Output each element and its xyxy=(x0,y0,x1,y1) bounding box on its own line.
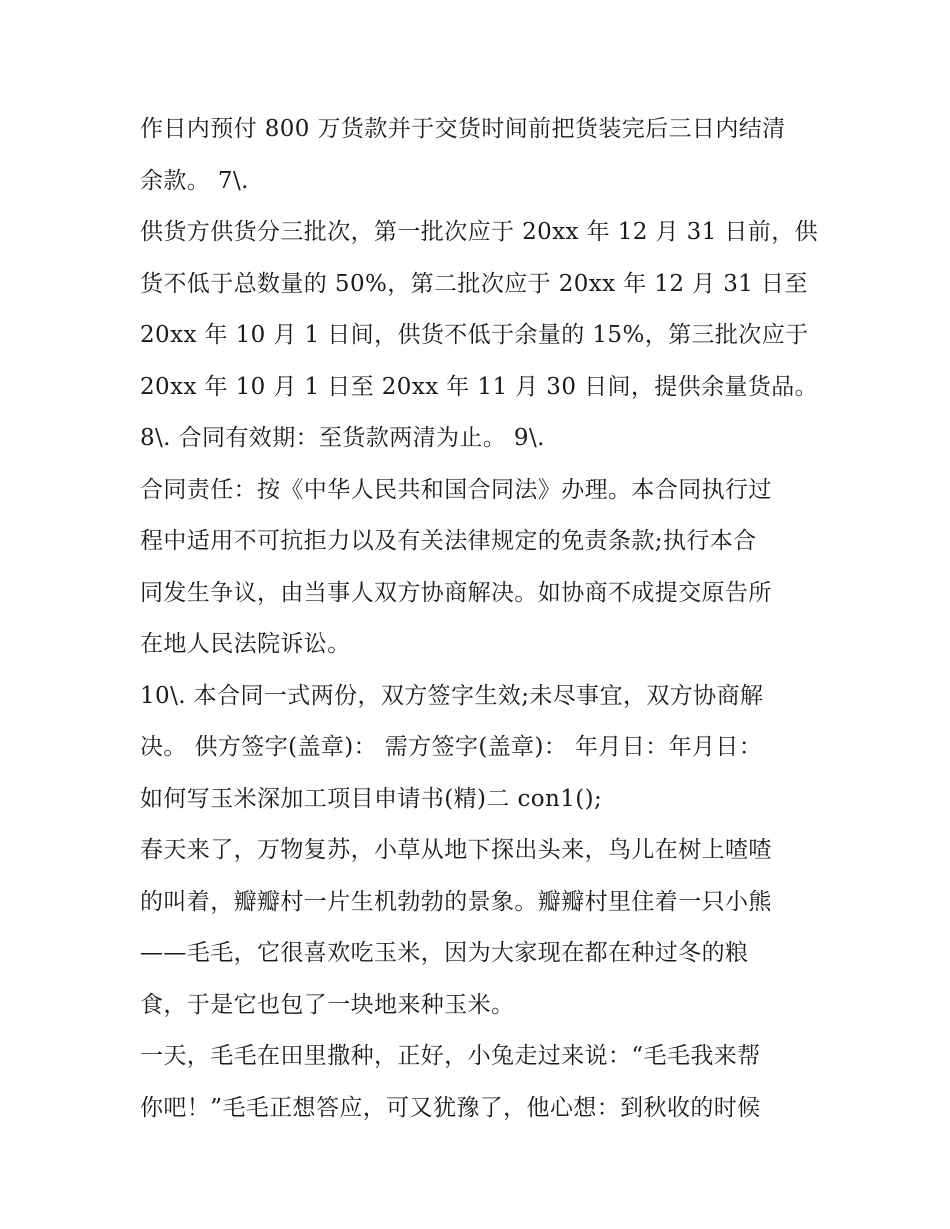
text-line-17: ——毛毛，它很喜欢吃玉米，因为大家现在都在种过冬的粮 xyxy=(140,940,749,966)
text-line-16: 的叫着，瓣瓣村一片生机勃勃的景象。瓣瓣村里住着一只小熊 xyxy=(140,888,772,915)
text-line-11: 在地人民法院诉讼。 xyxy=(140,631,351,657)
text-line-8: 合同责任：按《中华人民共和国合同法》办理。本合同执行过 xyxy=(140,476,772,503)
text-line-13: 决。 供方签字(盖章)： 需方签字(盖章)： 年月日：年月日： xyxy=(140,734,763,760)
text-line-7: 8\. 合同有效期：至货款两清为止。 9\. xyxy=(140,425,545,451)
text-line-18: 食，于是它也包了一块地来种玉米。 xyxy=(140,991,515,1018)
text-line-1: 作日内预付 800 万货款并于交货时间前把货装完后三日内结清 xyxy=(140,116,786,142)
text-line-15: 春天来了，万物复苏，小草从地下探出头来，鸟儿在树上喳喳 xyxy=(140,837,772,863)
text-line-14: 如何写玉米深加工项目申请书(精)二 con1(); xyxy=(140,785,603,812)
text-line-6: 20xx 年 10 月 1 日至 20xx 年 11 月 30 日间，提供余量货品。 xyxy=(140,373,819,400)
text-line-19: 一天，毛毛在田里撒种，正好，小兔走过来说：“毛毛我来帮 xyxy=(140,1043,761,1069)
text-line-3: 供货方供货分三批次，第一批次应于 20xx 年 12 月 31 日前，供 xyxy=(140,219,819,245)
text-line-20: 你吧！”毛毛正想答应，可又犹豫了，他心想：到秋收的时候 xyxy=(140,1094,761,1121)
text-line-10: 同发生争议，由当事人双方协商解决。如协商不成提交原告所 xyxy=(140,579,772,606)
text-line-2: 余款。 7\. xyxy=(140,167,249,194)
text-line-5: 20xx 年 10 月 1 日间，供货不低于余量的 15%，第三批次应于 xyxy=(140,322,809,348)
text-line-9: 程中适用不可抗拒力以及有关法律规定的免责条款;执行本合 xyxy=(140,528,757,554)
text-line-4: 货不低于总数量的 50%，第二批次应于 20xx 年 12 月 31 日至 xyxy=(140,270,808,297)
document-body xyxy=(140,104,820,1134)
text-line-12: 10\. 本合同一式两份，双方签字生效;未尽事宜，双方协商解 xyxy=(140,682,764,709)
